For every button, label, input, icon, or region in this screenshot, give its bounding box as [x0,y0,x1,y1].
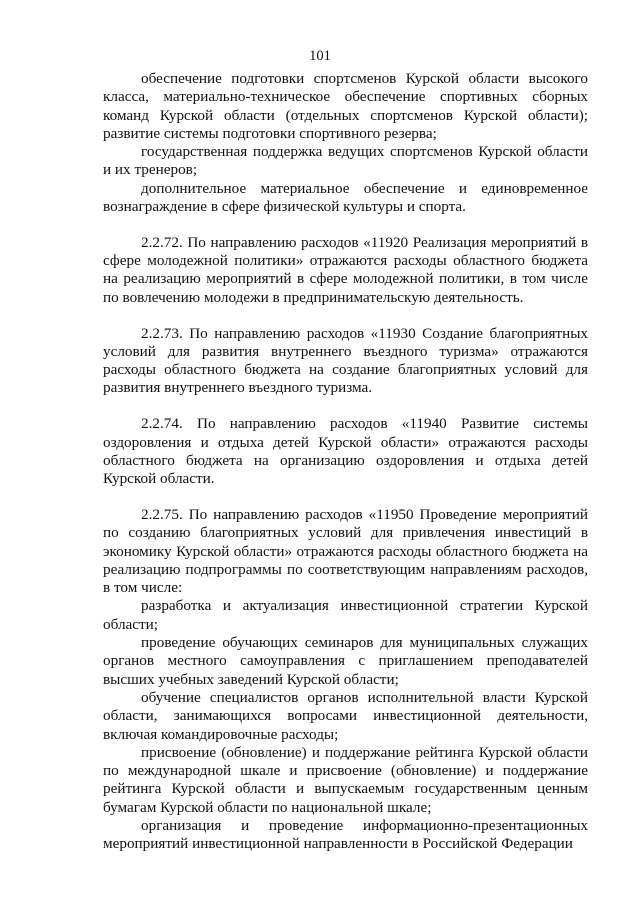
paragraph-training-seminars: проведение обучающих семинаров для муниципальных служащих органов местного самоуправления с приглашением преподавателей высших учебных заведений Курской области; [103,634,588,688]
paragraph-additional-reward: дополнительное материальное обеспечение и единовременное вознаграждение в сфере физической культуры и спорта. [103,179,588,216]
page-number: 101 [309,48,331,64]
paragraph-2-2-75: 2.2.75. По направлению расходов «11950 Проведение мероприятий по созданию благоприятных условий для привлечения инвестиций в экономику Курской области» отражаются расходы областного бюджета на реализацию подпрограммы по соответствующим направлениям расходов, в том числе: [103,505,588,597]
paragraph-rating-assignment: присвоение (обновление) и поддержание рейтинга Курской области по международной шкале и присвоение (обновление) и поддержание рейтинга Курской области и выпускаемым государственным ценным бумагам Курской области по национальной шкале; [103,743,588,816]
paragraph-2-2-73: 2.2.73. По направлению расходов «11930 Создание благоприятных условий для развития внутреннего въездного туризма» отражаются расходы областного бюджета на создание благоприятных условий для развития внутреннего въездного туризма. [103,324,588,397]
paragraph-2-2-72: 2.2.72. По направлению расходов «11920 Реализация мероприятий в сфере молодежной политики» отражаются расходы областного бюджета на реализацию мероприятий в сфере молодежной политики, в том числе по вовлечению молодежи в предпринимательскую деятельность. [103,233,588,306]
paragraph-state-support-athletes: государственная поддержка ведущих спортсменов Курской области и их тренеров; [103,143,588,179]
paragraph-specialist-training: обучение специалистов органов исполнительной власти Курской области, занимающихся вопросами инвестиционной деятельности, включая командировочные расходы; [103,688,588,743]
document-body [103,70,588,854]
paragraph-sport-training: обеспечение подготовки спортсменов Курской области высокого класса, материально-техническое обеспечение спортивных сборных команд Курской области (отдельных спортсменов Курской области); развитие системы подготовки спортивного резерва; [103,70,588,142]
paragraph-2-2-74: 2.2.74. По направлению расходов «11940 Развитие системы оздоровления и отдыха детей Курской области» отражаются расходы областного бюджета на организацию оздоровления и отдыха детей Курской области. [103,415,588,488]
paragraph-investment-strategy: разработка и актуализация инвестиционной стратегии Курской области; [103,597,588,633]
paragraph-presentation-events: организация и проведение информационно-презентационных мероприятий инвестиционной направленности в Российской Федерации [103,816,588,853]
